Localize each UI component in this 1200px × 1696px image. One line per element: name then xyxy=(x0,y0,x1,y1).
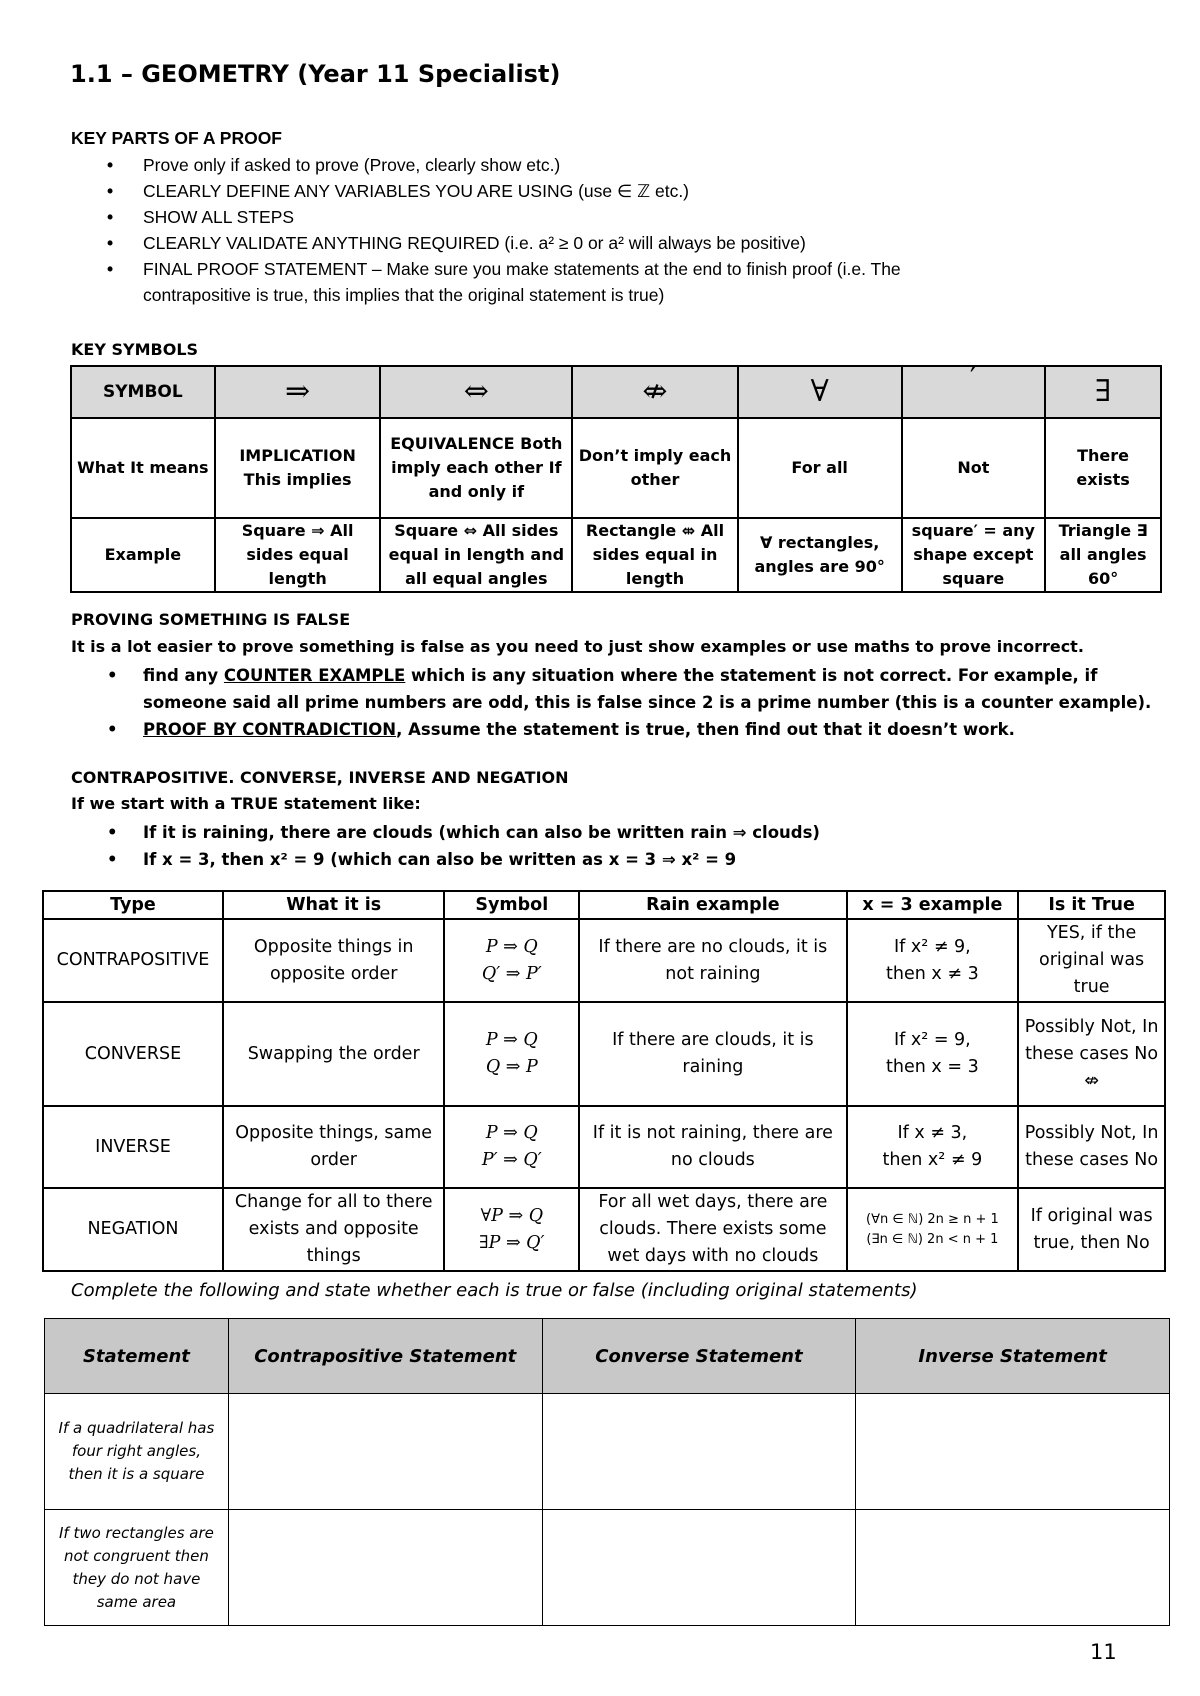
x-cell xyxy=(847,919,1019,1002)
symbol-line: P′ ⇒ Q′ xyxy=(481,1150,542,1170)
type-cell: INVERSE xyxy=(43,1106,223,1188)
header-cell: Statement xyxy=(45,1319,229,1394)
what-cell: Opposite things, same order xyxy=(223,1106,445,1188)
true-cell: YES, if the original was true xyxy=(1018,919,1165,1002)
statement-types-table xyxy=(42,890,1166,1272)
answer-cell[interactable] xyxy=(856,1394,1170,1510)
counter-example-term: COUNTER EXAMPLE xyxy=(223,666,406,685)
meaning-cell: IMPLICATION This implies xyxy=(215,418,381,518)
proof-heading: KEY PARTS OF A PROOF xyxy=(71,128,282,148)
symbol-line: P ⇒ Q xyxy=(485,936,538,957)
x-cell xyxy=(847,1106,1019,1188)
symbol-line: Q′ ⇒ P′ xyxy=(481,963,542,984)
header-cell: Is it True xyxy=(1018,891,1165,919)
implies-symbol: ⇒ xyxy=(215,366,381,418)
proof-bullets xyxy=(71,152,901,308)
example-cell: Triangle ∃ all angles 60° xyxy=(1045,518,1161,592)
x-line: then x = 3 xyxy=(886,1057,979,1077)
rain-cell: If there are clouds, it is raining xyxy=(579,1002,846,1106)
rain-bullet: • If it is raining, there are clouds (which can also be written rain ⇒ clouds) xyxy=(71,819,820,846)
counter-example-bullet xyxy=(71,662,1173,716)
meaning-cell: For all xyxy=(738,418,902,518)
example-cell: square′ = any shape except square xyxy=(902,518,1046,592)
exercise-table xyxy=(44,1318,1170,1626)
answer-cell[interactable] xyxy=(542,1510,856,1626)
header-cell: Inverse Statement xyxy=(856,1319,1170,1394)
true-cell: Possibly Not, In these cases No xyxy=(1018,1106,1165,1188)
type-cell: CONVERSE xyxy=(43,1002,223,1106)
answer-cell[interactable] xyxy=(228,1510,542,1626)
proof-bullet: • FINAL PROOF STATEMENT – Make sure you make statements at the end to finish proof (i.e. The xyxy=(71,256,901,282)
bullet-text: , Assume the statement is true, then find out that it doesn’t work. xyxy=(396,720,1015,739)
table-row xyxy=(43,1188,1165,1271)
x-line: If x² = 9, xyxy=(894,1030,971,1050)
exercise-row xyxy=(45,1510,1170,1626)
symbol-cell xyxy=(444,919,579,1002)
proof-bullet: • Prove only if asked to prove (Prove, clearly show etc.) xyxy=(71,152,901,178)
contradiction-term: PROOF BY CONTRADICTION xyxy=(143,720,397,739)
symbol-line: ∃P ⇒ Q′ xyxy=(479,1232,545,1253)
example-row xyxy=(71,518,1161,592)
contra-heading: CONTRAPOSITIVE. CONVERSE, INVERSE AND NEGATION xyxy=(71,768,569,787)
header-cell: What it is xyxy=(223,891,445,919)
answer-cell[interactable] xyxy=(228,1394,542,1510)
symbol-cell xyxy=(444,1002,579,1106)
rain-cell: If there are no clouds, it is not raining xyxy=(579,919,846,1002)
type-cell: CONTRAPOSITIVE xyxy=(43,919,223,1002)
true-cell: Possibly Not, In these cases No ⇎ xyxy=(1018,1002,1165,1106)
x-line: then x ≠ 3 xyxy=(886,963,979,984)
answer-cell[interactable] xyxy=(856,1510,1170,1626)
what-cell: Opposite things in opposite order xyxy=(223,919,445,1002)
x-line: (∃n ∈ ℕ) 2n < n + 1 xyxy=(866,1231,999,1247)
for-all-symbol: ∀ xyxy=(738,366,902,418)
there-exists-symbol: ∃ xyxy=(1045,366,1161,418)
x-line: (∀n ∈ ℕ) 2n ≥ n + 1 xyxy=(866,1211,999,1227)
meaning-row xyxy=(71,418,1161,518)
not-equivalent-symbol: ⇎ xyxy=(572,366,738,418)
rain-cell: For all wet days, there are clouds. There exists some wet days with no clouds xyxy=(579,1188,846,1271)
header-cell: Converse Statement xyxy=(542,1319,856,1394)
table-row xyxy=(43,1106,1165,1188)
type-cell: NEGATION xyxy=(43,1188,223,1271)
rain-cell: If it is not raining, there are no clouds xyxy=(579,1106,846,1188)
x-cell xyxy=(847,1188,1019,1271)
table-row xyxy=(43,1002,1165,1106)
contra-intro: If we start with a TRUE statement like: xyxy=(71,794,421,813)
false-heading: PROVING SOMETHING IS FALSE xyxy=(71,610,351,629)
symbol-line: P ⇒ Q xyxy=(485,1030,538,1050)
row-label: SYMBOL xyxy=(71,366,215,418)
meaning-cell: Don’t imply each other xyxy=(572,418,738,518)
example-cell: Square ⇒ All sides equal length xyxy=(215,518,381,592)
table-row xyxy=(43,919,1165,1002)
row-label: What It means xyxy=(71,418,215,518)
symbols-row xyxy=(71,366,1161,418)
header-cell: Symbol xyxy=(444,891,579,919)
header-cell: x = 3 example xyxy=(847,891,1019,919)
symbol-cell xyxy=(444,1106,579,1188)
meaning-cell: Not xyxy=(902,418,1046,518)
symbol-line: ∀P ⇒ Q xyxy=(480,1205,544,1226)
key-symbols-table xyxy=(70,361,1162,593)
x-cell xyxy=(847,1002,1019,1106)
header-cell: Type xyxy=(43,891,223,919)
example-cell: Rectangle ⇎ All sides equal in length xyxy=(572,518,738,592)
header-cell: Rain example xyxy=(579,891,846,919)
true-cell: If original was true, then No xyxy=(1018,1188,1165,1271)
proof-bullet: • CLEARLY DEFINE ANY VARIABLES YOU ARE USING (use ∈ ℤ etc.) xyxy=(71,178,901,204)
example-cell: ∀ rectangles, angles are 90° xyxy=(738,518,902,592)
symbols-heading: KEY SYMBOLS xyxy=(71,340,199,359)
row-label: Example xyxy=(71,518,215,592)
exercise-row xyxy=(45,1394,1170,1510)
bullet-text: find any xyxy=(143,666,224,685)
proof-bullet: • CLEARLY VALIDATE ANYTHING REQUIRED (i.e. a² ≥ 0 or a² will always be positive) xyxy=(71,230,901,256)
proof-bullet: • SHOW ALL STEPS xyxy=(71,204,901,230)
exercise-instruction: Complete the following and state whether each is true or false (including original statements) xyxy=(71,1280,918,1301)
bullet-text: which is any situation where the statement is not correct. For example, if someone said all prime numbers are odd, this is false since 2 is a prime number (this is a counter example). xyxy=(143,666,1152,712)
statement-cell: If a quadrilateral has four right angles, then it is a square xyxy=(45,1394,229,1510)
false-intro: It is a lot easier to prove something is false as you need to just show examples or use maths to prove incorrect. xyxy=(71,637,1084,656)
x-bullet: • If x = 3, then x² = 9 (which can also be written as x = 3 ⇒ x² = 9 xyxy=(71,846,820,873)
answer-cell[interactable] xyxy=(542,1394,856,1510)
x-line: If x² ≠ 9, xyxy=(894,936,971,957)
what-cell: Swapping the order xyxy=(223,1002,445,1106)
meaning-cell: EQUIVALENCE Both imply each other If and only if xyxy=(380,418,572,518)
page-title: 1.1 – GEOMETRY (Year 11 Specialist) xyxy=(70,60,561,88)
meaning-cell: There exists xyxy=(1045,418,1161,518)
x-line: If x ≠ 3, xyxy=(897,1123,968,1143)
x-line: then x² ≠ 9 xyxy=(882,1150,983,1170)
not-symbol: ′ xyxy=(902,366,1046,418)
exercise-header-row xyxy=(45,1319,1170,1394)
proof-bullet-continuation: contrapositive is true, this implies that the original statement is true) xyxy=(143,285,665,305)
statement-cell: If two rectangles are not congruent then they do not have same area xyxy=(45,1510,229,1626)
equivalence-symbol: ⇔ xyxy=(380,366,572,418)
false-bullets xyxy=(71,662,1173,743)
header-cell: Contrapositive Statement xyxy=(228,1319,542,1394)
types-header-row xyxy=(43,891,1165,919)
symbol-cell xyxy=(444,1188,579,1271)
contradiction-bullet xyxy=(71,716,1173,743)
what-cell: Change for all to there exists and opposite things xyxy=(223,1188,445,1271)
symbol-line: P ⇒ Q xyxy=(485,1123,538,1143)
symbol-line: Q ⇒ P xyxy=(485,1057,538,1077)
page-number: 11 xyxy=(1090,1640,1117,1664)
example-cell: Square ⇔ All sides equal in length and all equal angles xyxy=(380,518,572,592)
contra-bullets xyxy=(71,819,820,873)
